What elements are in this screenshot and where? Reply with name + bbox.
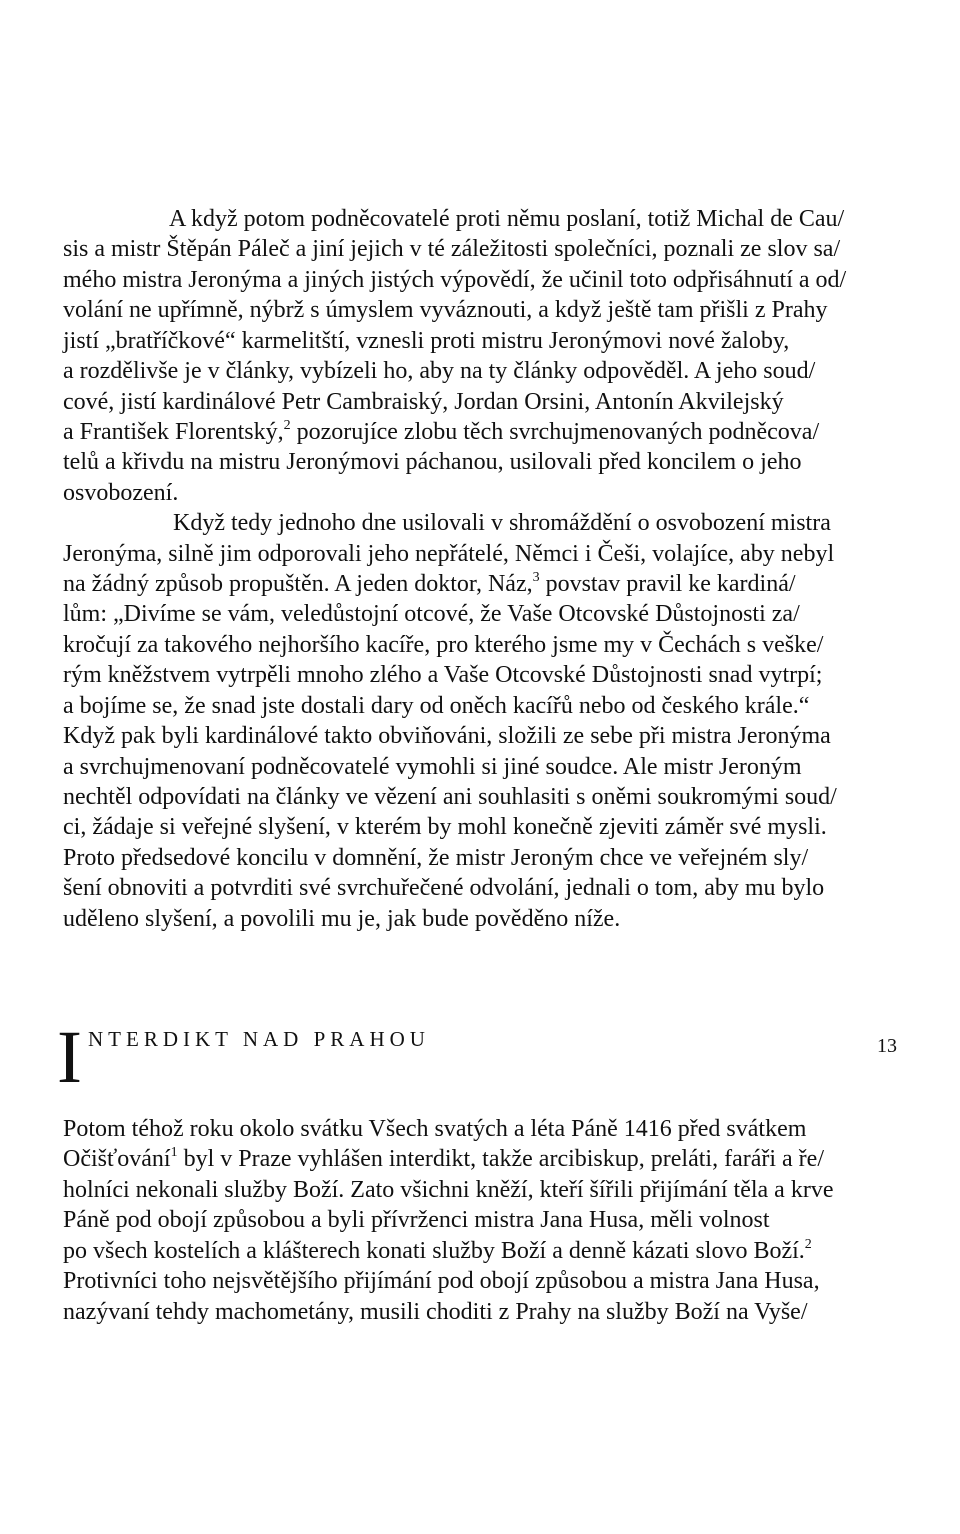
text-line: šení obnoviti a potvrditi své svrchuřečené odvolání, jednali o tom, aby mu bylo [63,875,825,902]
text-line: sis a mistr Štěpán Páleč a jiní jejich v té záležitosti společníci, poznali ze slov sa/ [63,236,841,263]
body-text-top [63,204,903,934]
text-segment: Očišťování [63,1146,171,1173]
heading-title: NTERDIKT NAD PRAHOU [88,1027,430,1051]
text-line: a rozdělivše je v články, vybízeli ho, aby na ty články odpověděl. A jeho soud/ [63,358,816,385]
text-line: holníci nekonali služby Boží. Zato všichni kněží, kteří šířili přijímání těla a krve [63,1176,834,1203]
footnote-ref: 3 [532,570,540,586]
text-line: ci, žádaje si veřejné slyšení, v kterém by mohl konečně zjeviti záměr své mysli. [63,814,827,841]
text-line [63,1144,903,1174]
text-line: telů a křivdu na mistru Jeronýmovi páchanou, usilovali před koncilem o jeho [63,449,802,476]
text-line: kročují za takového nejhoršího kacíře, pro kterého jsme my v Čechách s veške/ [63,631,824,658]
text-line: osvobození. [63,479,179,506]
text-line: Protivníci toho nejsvětějšího přijímání pod obojí způsobou a mistra Jana Husa, [63,1268,820,1295]
text-line: a svrchujmenovaní podněcovatelé vymohli si jiné soudce. Ale mistr Jeroným [63,753,802,780]
text-segment: po všech kostelích a klášterech konati služby Boží a denně kázati slovo Boží. [63,1237,805,1264]
text-line: A když potom podněcovatelé proti němu poslaní, totiž Michal de Cau/ [169,206,845,232]
footnote-ref: 2 [283,417,291,433]
text-line: jistí „bratříčkové“ karmelitští, vznesli proti mistru Jeronýmovi nové žaloby, [63,327,790,354]
text-line: a bojíme se, že snad jste dostali dary od oněch kacířů nebo od českého krále.“ [63,692,810,719]
text-line: Když tedy jednoho dne usilovali v shromáždění o osvobození mistra [173,510,831,537]
text-line: volání ne upřímně, nýbrž s úmyslem vyváznouti, a když ještě tam přišli z Prahy [63,297,828,324]
footnote-ref: 1 [170,1145,178,1161]
drop-initial: I [57,1016,82,1099]
text-line: rým kněžstvem vytrpěli mnoho zlého a Vaše Otcovské Důstojnosti snad vytrpí; [63,662,823,689]
text-line: mého mistra Jeronýma a jiných jistých výpovědí, že učinil toto odpřisáhnutí a od/ [63,266,847,293]
text-line: nazývaní tehdy machometány, musili choditi z Prahy na služby Boží na Vyše/ [63,1298,808,1325]
text-line: nechtěl odpovídati na články ve vězení ani souhlasiti s oněmi soukromými soud/ [63,784,837,811]
text-segment: a František Florentský, [63,418,284,445]
footnote-ref: 2 [804,1236,812,1252]
text-line [63,1236,903,1266]
text-line: Když pak byli kardinálové takto obviňováni, složili ze sebe při mistra Jeronýma [63,723,831,750]
text-line: cové, jistí kardinálové Petr Cambraiský, Jordan Orsini, Antonín Akvilejský [63,388,784,415]
text-line [63,417,903,447]
text-line: Páně pod obojí způsobou a byli přívrženci mistra Jana Husa, měli volnost [63,1207,770,1234]
text-line [63,569,903,599]
body-text-bottom [63,1114,903,1327]
text-line: lům: „Divíme se vám, veledůstojní otcové, že Vaše Otcovské Důstojnosti za/ [63,601,800,628]
text-segment: byl v Praze vyhlášen interdikt, takže arcibiskup, preláti, faráři a ře/ [177,1146,824,1173]
text-segment: na žádný způsob propuštěn. A jeden doktor, Náz, [63,571,533,598]
text-line: Jeronýma, silně jim odporovali jeho nepřátelé, Němci i Češi, volajíce, aby nebyl [63,540,835,567]
text-segment: povstav pravil ke kardiná/ [539,571,796,598]
text-segment: pozorujíce zlobu těch svrchujmenovaných podněcova/ [290,418,820,445]
text-line: Proto předsedové koncilu v domnění, že mistr Jeroným chce ve veřejném sly/ [63,844,809,871]
page-number: 13 [877,1035,897,1057]
text-line: uděleno slyšení, a povolili mu je, jak bude pověděno níže. [63,905,621,932]
text-line: Potom téhož roku okolo svátku Všech svatých a léta Páně 1416 před svátkem [63,1116,807,1142]
